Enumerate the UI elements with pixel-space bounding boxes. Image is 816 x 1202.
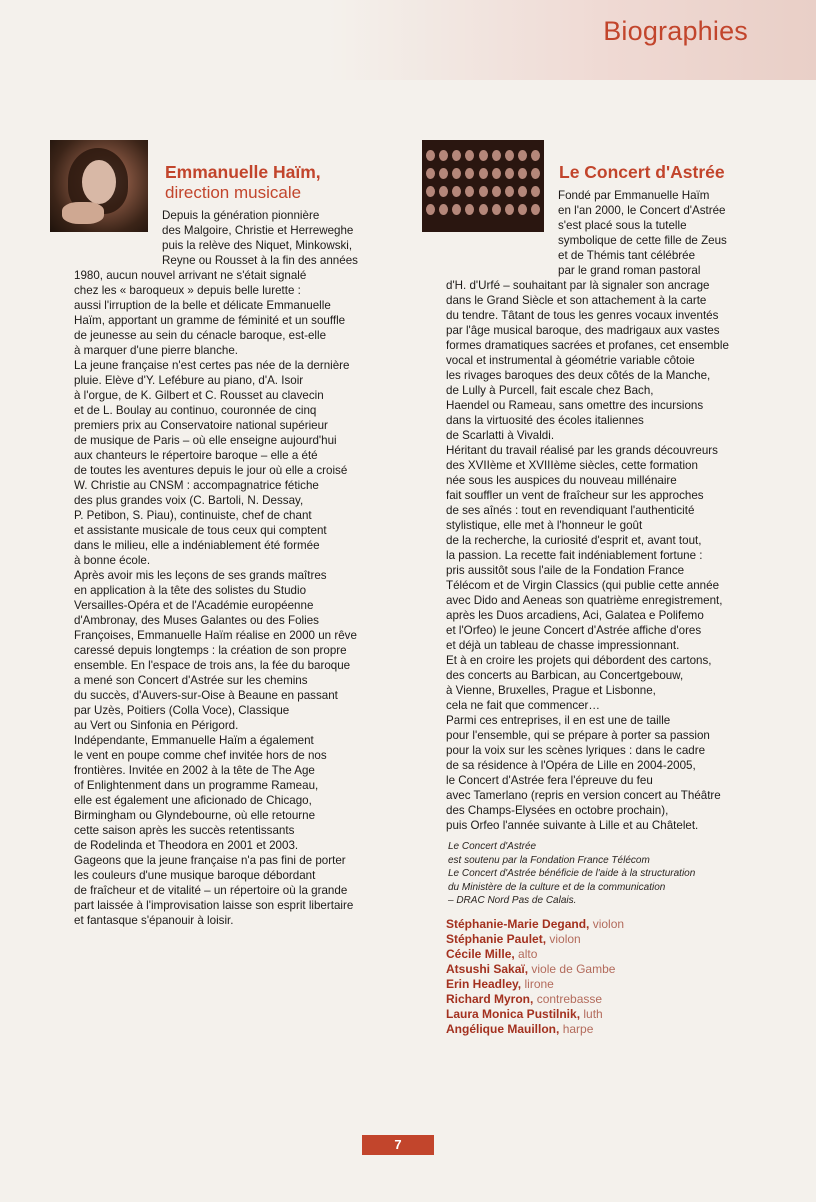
musician-item bbox=[446, 962, 624, 977]
text-line: à bonne école. bbox=[74, 554, 151, 567]
text-line: en application à la tête des solistes du Studio bbox=[74, 584, 307, 597]
ensemble-photo bbox=[422, 140, 544, 232]
musician-instrument: luth bbox=[583, 1007, 603, 1021]
text-line: Et à en croire les projets qui débordent des cartons, bbox=[446, 654, 712, 667]
text-line: au Vert ou Sinfonia en Périgord. bbox=[74, 719, 239, 732]
support-notes bbox=[448, 840, 695, 908]
text-line: Birmingham ou Glyndebourne, où elle retourne bbox=[74, 809, 316, 822]
musician-item bbox=[446, 977, 624, 992]
text-line: 1980, aucun nouvel arrivant ne s'était signalé bbox=[74, 269, 307, 282]
text-line: de la recherche, la curiosité d'esprit et, avant tout, bbox=[446, 534, 702, 547]
text-line: Reyne ou Rousset à la fin des années bbox=[162, 254, 358, 267]
text-line: aux chanteurs le répertoire baroque – elle a été bbox=[74, 449, 318, 462]
text-line: dans le Grand Siècle et son attachement à la carte bbox=[446, 294, 707, 307]
text-line: la passion. La recette fait indéniablement fortune : bbox=[446, 549, 703, 562]
text-line: pris aussitôt sous l'aile de la Fondation France bbox=[446, 564, 685, 577]
left-role-heading: direction musicale bbox=[165, 183, 302, 202]
text-line: d'H. d'Urfé – souhaitant par là signaler son ancrage bbox=[446, 279, 710, 292]
text-line: et assistante musicale de tous ceux qui comptent bbox=[74, 524, 327, 537]
text-line: le vent en poupe comme chef invitée hors de nos bbox=[74, 749, 327, 762]
text-line: des plus grandes voix (C. Bartoli, N. Dessay, bbox=[74, 494, 304, 507]
musician-instrument: lirone bbox=[524, 977, 554, 991]
text-line: of Enlightenment dans un programme Rameau, bbox=[74, 779, 319, 792]
text-line: Le Concert d'Astrée bénéficie de l'aide à la structuration bbox=[448, 868, 696, 879]
musician-name: Stéphanie Paulet, bbox=[446, 932, 547, 946]
text-line: formes dramatiques sacrées et profanes, cet ensemble bbox=[446, 339, 729, 352]
text-line: les rivages baroques des deux côtés de la Manche, bbox=[446, 369, 711, 382]
musician-instrument: alto bbox=[518, 947, 538, 961]
text-line: en l'an 2000, le Concert d'Astrée bbox=[558, 204, 726, 217]
text-line: dans la virtuosité des écoles italiennes bbox=[446, 414, 644, 427]
musician-item bbox=[446, 947, 624, 962]
text-line: de toutes les aventures depuis le jour où elle a croisé bbox=[74, 464, 348, 477]
text-line: de fraîcheur et de vitalité – un répertoire où la grande bbox=[74, 884, 348, 897]
text-line: par l'âge musical baroque, des madrigaux aux vastes bbox=[446, 324, 720, 337]
musician-name: Laura Monica Pustilnik, bbox=[446, 1007, 581, 1021]
text-line: par le grand roman pastoral bbox=[558, 264, 701, 277]
text-line: ensemble. En l'espace de trois ans, la fée du baroque bbox=[74, 659, 351, 672]
page-heading: Biographies bbox=[603, 16, 748, 46]
text-line: à Vienne, Bruxelles, Prague et Lisbonne, bbox=[446, 684, 656, 697]
text-line: cette saison après les succès retentissants bbox=[74, 824, 295, 837]
text-line: des concerts au Barbican, au Concertgebouw, bbox=[446, 669, 684, 682]
text-line: avec Tamerlano (repris en version concert au Théâtre bbox=[446, 789, 721, 802]
text-line: aussi l'irruption de la belle et délicate Emmanuelle bbox=[74, 299, 331, 312]
musician-name: Atsushi Sakaï, bbox=[446, 962, 529, 976]
text-line: avec Dido and Aeneas son quatrième enregistrement, bbox=[446, 594, 723, 607]
text-line: caressé depuis longtemps : la création de son propre bbox=[74, 644, 347, 657]
text-line: W. Christie au CNSM : accompagnatrice fétiche bbox=[74, 479, 319, 492]
page-number: 7 bbox=[362, 1135, 434, 1155]
text-line: stylistique, elle met à l'honneur le goût bbox=[446, 519, 643, 532]
musician-instrument: contrebasse bbox=[536, 992, 603, 1006]
musician-name: Angélique Mauillon, bbox=[446, 1022, 560, 1036]
text-line: Haïm, apportant un gramme de féminité et un souffle bbox=[74, 314, 346, 327]
musician-instrument: viole de Gambe bbox=[531, 962, 616, 976]
text-line: les couleurs d'une musique baroque débordant bbox=[74, 869, 316, 882]
text-line: le Concert d'Astrée fera l'épreuve du feu bbox=[446, 774, 653, 787]
text-line: pluie. Elève d'Y. Lefébure au piano, d'A. Isoir bbox=[74, 374, 304, 387]
text-line: à marquer d'une pierre blanche. bbox=[74, 344, 238, 357]
text-line: et déjà un tableau de chasse impressionnant. bbox=[446, 639, 680, 652]
text-line: de Rodelinda et Theodora en 2001 et 2003. bbox=[74, 839, 299, 852]
text-line: La jeune française n'est certes pas née de la dernière bbox=[74, 359, 350, 372]
left-name-heading: Emmanuelle Haïm, bbox=[165, 162, 321, 182]
text-line: Indépendante, Emmanuelle Haïm a également bbox=[74, 734, 314, 747]
right-name-heading: Le Concert d'Astrée bbox=[559, 162, 725, 182]
text-line: puis Orfeo l'année suivante à Lille et au Châtelet. bbox=[446, 819, 699, 832]
text-line: Télécom et de Virgin Classics (qui publie cette année bbox=[446, 579, 720, 592]
text-line: d'Ambronay, des Muses Galantes ou des Folies bbox=[74, 614, 319, 627]
left-body-text bbox=[74, 268, 357, 928]
text-line: Haendel ou Rameau, sans omettre des incursions bbox=[446, 399, 704, 412]
text-line: des Malgoire, Christie et Herreweghe bbox=[162, 224, 354, 237]
text-line: Versailles-Opéra et de l'Académie européenne bbox=[74, 599, 314, 612]
musician-name: Erin Headley, bbox=[446, 977, 522, 991]
musician-item bbox=[446, 1007, 624, 1022]
text-line: s'est placé sous la tutelle bbox=[558, 219, 687, 232]
text-line: Depuis la génération pionnière bbox=[162, 209, 320, 222]
text-line: de jeunesse au sein du cénacle baroque, est-elle bbox=[74, 329, 327, 342]
text-line: est soutenu par la Fondation France Télécom bbox=[448, 854, 650, 866]
text-line: frontières. Invitée en 2002 à la tête de The Age bbox=[74, 764, 315, 777]
text-line: premiers prix au Conservatoire national supérieur bbox=[74, 419, 328, 432]
musician-name: Richard Myron, bbox=[446, 992, 534, 1006]
text-line: née sous les auspices du nouveau millénaire bbox=[446, 474, 677, 487]
text-line: des Champs-Elysées en octobre prochain), bbox=[446, 804, 669, 817]
text-line: Françoises, Emmanuelle Haïm réalise en 2000 un rêve bbox=[74, 629, 357, 642]
right-body-text bbox=[446, 278, 729, 833]
text-line: Fondé par Emmanuelle Haïm bbox=[558, 189, 710, 202]
text-line: – DRAC Nord Pas de Calais. bbox=[448, 895, 577, 906]
right-wrapped-text bbox=[558, 188, 727, 278]
text-line: de Lully à Purcell, fait escale chez Bach, bbox=[446, 384, 654, 397]
musician-name: Cécile Mille, bbox=[446, 947, 515, 961]
text-line: puis la relève des Niquet, Minkowski, bbox=[162, 239, 353, 252]
text-line: pour la voix sur les scènes lyriques : dans le cadre bbox=[446, 744, 706, 757]
text-line: et de Thémis tant célébrée bbox=[558, 249, 696, 262]
musician-list bbox=[446, 917, 624, 1037]
text-line: de ses aînés : tout en revendiquant l'authenticité bbox=[446, 504, 695, 517]
text-line: P. Petibon, S. Piau), continuiste, chef de chant bbox=[74, 509, 312, 522]
text-line: a mené son Concert d'Astrée sur les chemins bbox=[74, 674, 308, 687]
text-line: du tendre. Tâtant de tous les genres vocaux inventés bbox=[446, 309, 719, 322]
musician-item bbox=[446, 917, 624, 932]
text-line: des XVIIème et XVIIIème siècles, cette formation bbox=[446, 459, 698, 472]
text-line: Héritant du travail réalisé par les grands découvreurs bbox=[446, 444, 718, 457]
text-line: de sa résidence à l'Opéra de Lille en 2004-2005, bbox=[446, 759, 696, 772]
text-line: et de L. Boulay au continuo, couronnée de cinq bbox=[74, 404, 317, 417]
text-line: vocal et instrumental à géométrie variable côtoie bbox=[446, 354, 695, 367]
musician-name: Stéphanie-Marie Degand, bbox=[446, 917, 590, 931]
text-line: Après avoir mis les leçons de ses grands maîtres bbox=[74, 569, 327, 582]
text-line: fait souffler un vent de fraîcheur sur les approches bbox=[446, 489, 704, 502]
musician-instrument: violon bbox=[592, 917, 625, 931]
musician-item bbox=[446, 932, 624, 947]
text-line: Le Concert d'Astrée bbox=[448, 841, 537, 852]
musician-item bbox=[446, 992, 624, 1007]
text-line: de Scarlatti à Vivaldi. bbox=[446, 429, 555, 442]
text-line: du Ministère de la culture et de la communication bbox=[448, 881, 666, 893]
portrait-photo bbox=[50, 140, 148, 232]
text-line: à l'orgue, de K. Gilbert et C. Rousset au clavecin bbox=[74, 389, 324, 402]
left-wrapped-text bbox=[162, 208, 358, 268]
text-line: cela ne fait que commencer… bbox=[446, 699, 601, 712]
text-line: Parmi ces entreprises, il en est une de taille bbox=[446, 714, 671, 727]
text-line: du succès, d'Auvers-sur-Oise à Beaune en passant bbox=[74, 689, 338, 702]
text-line: symbolique de cette fille de Zeus bbox=[558, 234, 727, 247]
text-line: dans le milieu, elle a indéniablement été formée bbox=[74, 539, 320, 552]
text-line: et fantasque s'épanouir à loisir. bbox=[74, 914, 234, 927]
text-line: après les Duos arcadiens, Aci, Galatea e Polifemo bbox=[446, 609, 704, 622]
musician-instrument: violon bbox=[549, 932, 581, 946]
text-line: de musique de Paris – où elle enseigne aujourd'hui bbox=[74, 434, 337, 447]
text-line: chez les « baroqueux » depuis belle lurette : bbox=[74, 284, 301, 297]
text-line: Gageons que la jeune française n'a pas fini de porter bbox=[74, 854, 346, 867]
musician-item bbox=[446, 1022, 624, 1037]
text-line: et l'Orfeo) le jeune Concert d'Astrée affiche d'ores bbox=[446, 624, 702, 637]
text-line: elle est également une aficionado de Chicago, bbox=[74, 794, 312, 807]
text-line: part laissée à l'improvisation laisse son esprit libertaire bbox=[74, 899, 354, 912]
text-line: pour l'ensemble, qui se prépare à porter sa passion bbox=[446, 729, 710, 742]
musician-instrument: harpe bbox=[562, 1022, 594, 1036]
text-line: par Uzès, Poitiers (Colla Voce), Classique bbox=[74, 704, 290, 717]
